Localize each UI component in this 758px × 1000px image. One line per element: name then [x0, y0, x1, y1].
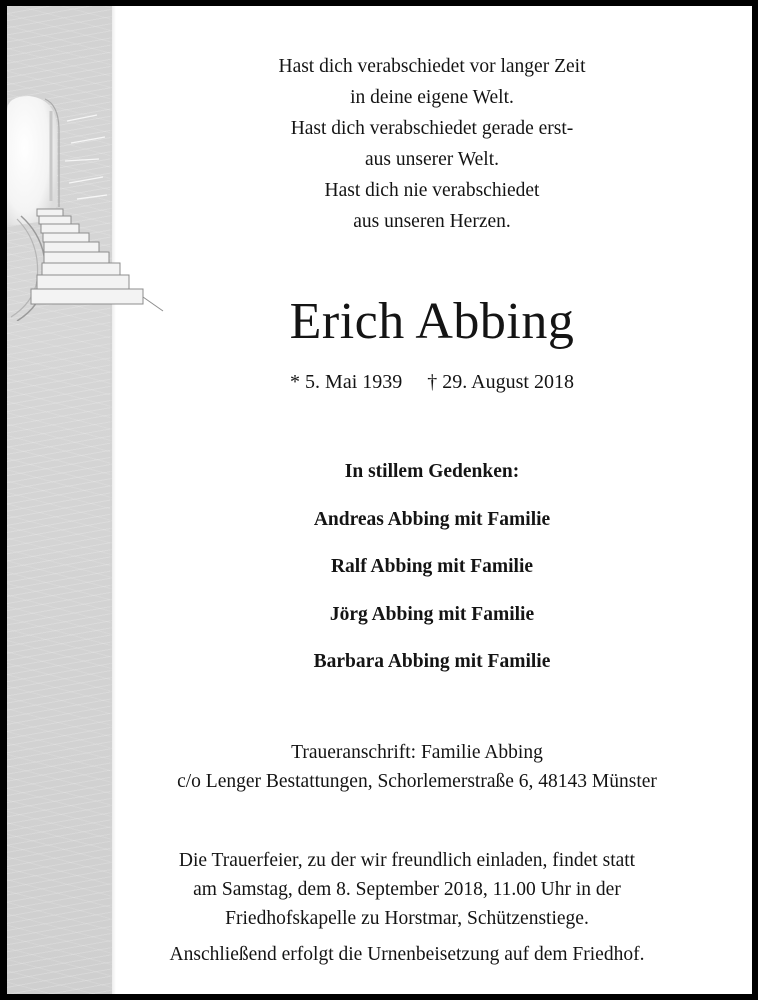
life-dates: * 5. Mai 1939 † 29. August 2018 [290, 371, 574, 393]
mourner-entry: Ralf Abbing mit Familie [330, 556, 534, 577]
mourners-heading: In stillem Gedenken: [344, 461, 520, 482]
poem-line: Hast dich nie verabschiedet [324, 180, 540, 201]
poem [112, 51, 752, 237]
ceremony-line: am Samstag, dem 8. September 2018, 11.00 Uhr in der [193, 879, 621, 900]
mourner-entry: Jörg Abbing mit Familie [329, 603, 535, 625]
ceremony-line: Die Trauerfeier, zu der wir freundlich einladen, findet statt [178, 850, 636, 871]
address-line: Traueranschrift: Familie Abbing [291, 742, 543, 763]
mourner-entry: Andreas Abbing mit Familie [313, 508, 551, 530]
deceased-name: Erich Abbing [289, 293, 575, 350]
notice-content [112, 6, 752, 994]
poem-line: aus unseren Herzen. [353, 211, 511, 232]
poem-line: in deine eigene Welt. [350, 87, 514, 108]
ceremony-line: Friedhofskapelle zu Horstmar, Schützenstiege. [225, 908, 589, 929]
ceremony-closing: Anschließend erfolgt die Urnenbeisetzung auf dem Friedhof. [169, 944, 645, 965]
poem-line: Hast dich verabschiedet gerade erst- [290, 118, 574, 139]
mourner-entry: Barbara Abbing mit Familie [313, 651, 551, 672]
address-line: c/o Lenger Bestattungen, Schorlemerstraße 6, 48143 Münster [177, 771, 657, 792]
ceremony-info [62, 846, 752, 969]
mourners-list [112, 458, 752, 696]
mourning-address [82, 738, 752, 796]
poem-line: Hast dich verabschiedet vor langer Zeit [278, 56, 586, 77]
poem-line: aus unserer Welt. [365, 149, 499, 170]
obituary-notice [7, 6, 752, 994]
